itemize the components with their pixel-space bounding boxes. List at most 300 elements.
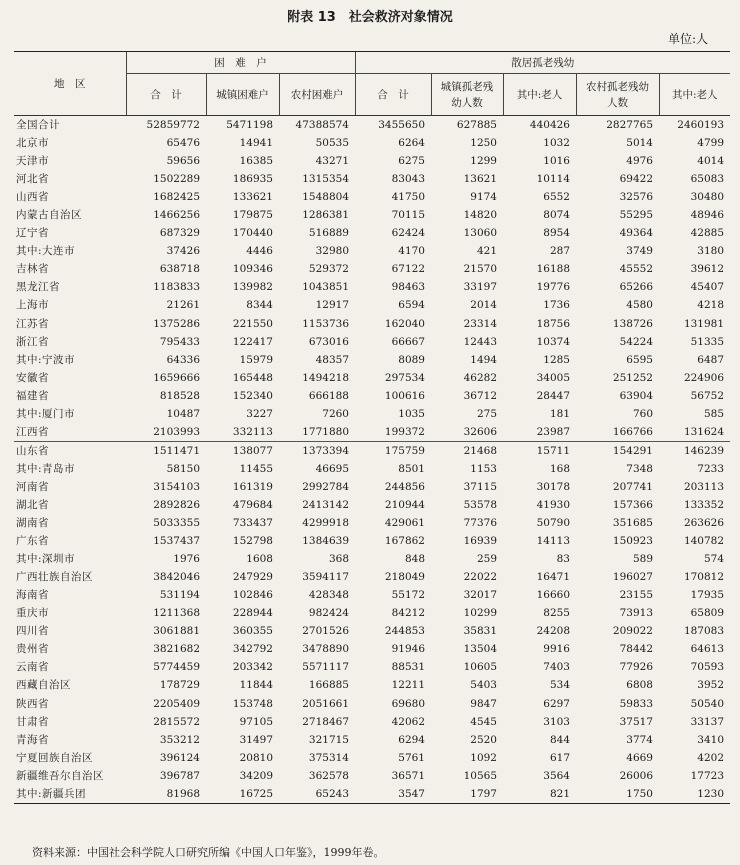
value-cell: 37426 — [166, 245, 200, 258]
value-cell: 2992784 — [302, 480, 349, 493]
value-cell: 62424 — [391, 227, 425, 240]
value-cell: 3061881 — [153, 625, 200, 638]
value-cell: 1035 — [398, 407, 425, 420]
value-cell: 13060 — [463, 227, 497, 240]
value-cell: 221550 — [232, 317, 273, 330]
value-cell: 1032 — [543, 137, 570, 150]
value-cell: 16725 — [206, 785, 279, 804]
table-row — [14, 622, 730, 640]
value-cell: 21261 — [166, 299, 200, 312]
value-cell: 196027 — [612, 571, 653, 584]
value-cell: 133621 — [232, 191, 273, 204]
value-cell: 48357 — [315, 353, 349, 366]
value-cell: 84212 — [391, 607, 425, 620]
table-row — [14, 749, 730, 767]
difficult-group-header: 困 难 户 — [126, 52, 355, 74]
value-cell: 8501 — [398, 462, 425, 475]
value-cell: 154291 — [576, 441, 659, 460]
value-cell: 55172 — [391, 589, 425, 602]
value-cell: 21570 — [463, 263, 497, 276]
value-cell: 100616 — [384, 389, 425, 402]
value-cell: 844 — [549, 733, 570, 746]
value-cell: 36712 — [463, 389, 497, 402]
value-cell: 46695 — [315, 462, 349, 475]
region-cell: 重庆市 — [16, 607, 49, 620]
table-row — [14, 242, 730, 260]
value-cell: 1976 — [173, 553, 200, 566]
value-cell: 1153736 — [302, 317, 349, 330]
value-cell: 14941 — [239, 137, 273, 150]
value-cell: 297534 — [384, 371, 425, 384]
value-cell: 65083 — [690, 173, 725, 186]
table-body — [14, 116, 730, 804]
value-cell: 1502289 — [153, 173, 200, 186]
value-cell: 4669 — [626, 751, 653, 764]
table-row — [14, 604, 730, 622]
region-cell: 吉林省 — [16, 263, 49, 276]
value-cell: 342792 — [232, 643, 273, 656]
table-row — [14, 387, 730, 405]
table-row — [14, 514, 730, 532]
value-cell: 42062 — [391, 715, 425, 728]
value-cell: 2103993 — [153, 425, 200, 438]
value-cell: 321715 — [308, 733, 349, 746]
col-header: 城镇困难户 — [206, 74, 279, 116]
value-cell: 1211368 — [153, 607, 200, 620]
value-cell: 228944 — [232, 607, 273, 620]
source-note: 资料来源：中国社会科学院人口研究所编《中国人口年鉴》，1999年卷。 — [32, 846, 385, 859]
value-cell: 15979 — [239, 353, 273, 366]
value-cell: 161319 — [232, 480, 273, 493]
value-cell: 244856 — [384, 480, 425, 493]
value-cell: 34209 — [239, 769, 273, 782]
value-cell: 617 — [549, 751, 570, 764]
value-cell: 5403 — [470, 679, 497, 692]
value-cell: 48946 — [690, 209, 725, 222]
value-cell: 138077 — [206, 441, 279, 460]
value-cell: 33137 — [690, 715, 725, 728]
value-cell: 152340 — [232, 389, 273, 402]
value-cell: 1659666 — [153, 371, 200, 384]
value-cell: 50790 — [536, 517, 570, 530]
value-cell: 2460193 — [677, 119, 725, 132]
value-cell: 139982 — [232, 281, 273, 294]
col-header: 农村孤老残幼人数 — [576, 74, 659, 116]
value-cell: 1315354 — [302, 173, 349, 186]
value-cell: 5571117 — [302, 661, 349, 674]
table-row — [14, 351, 730, 369]
value-cell: 131624 — [683, 425, 725, 438]
table-row — [14, 478, 730, 496]
value-cell: 479684 — [232, 499, 273, 511]
value-cell: 275 — [476, 407, 497, 420]
value-cell: 589 — [632, 553, 653, 566]
region-cell: 浙江省 — [16, 335, 49, 348]
value-cell: 760 — [632, 407, 653, 420]
region-cell: 其中:厦门市 — [16, 407, 76, 420]
region-cell: 江西省 — [16, 425, 49, 438]
value-cell: 181 — [549, 407, 570, 420]
value-cell: 429061 — [384, 517, 425, 530]
value-cell: 138726 — [612, 317, 653, 330]
region-cell: 上海市 — [16, 299, 49, 312]
value-cell: 167862 — [384, 535, 425, 548]
value-cell: 131981 — [683, 317, 725, 330]
value-cell: 16385 — [239, 155, 273, 168]
table-row — [14, 170, 730, 188]
value-cell: 287 — [549, 245, 570, 258]
region-cell: 其中:新疆兵团 — [14, 785, 126, 804]
table-row — [14, 441, 730, 460]
value-cell: 56752 — [690, 389, 725, 402]
value-cell: 251252 — [612, 371, 653, 384]
value-cell: 795433 — [159, 335, 200, 348]
value-cell: 1537437 — [153, 535, 200, 548]
value-cell: 77376 — [463, 517, 497, 530]
value-cell: 3547 — [355, 785, 431, 804]
value-cell: 3774 — [626, 733, 653, 746]
value-cell: 7233 — [697, 462, 725, 475]
value-cell: 133352 — [683, 499, 725, 511]
value-cell: 32017 — [463, 589, 497, 602]
value-cell: 28447 — [536, 389, 570, 402]
value-cell: 91946 — [391, 643, 425, 656]
table-row — [14, 296, 730, 314]
value-cell: 35831 — [463, 625, 497, 638]
value-cell: 83043 — [391, 173, 425, 186]
value-cell: 59656 — [166, 155, 200, 168]
value-cell: 10114 — [536, 173, 570, 186]
value-cell: 18756 — [536, 317, 570, 330]
value-cell: 168 — [549, 462, 570, 475]
value-cell: 58150 — [166, 462, 200, 475]
value-cell: 66667 — [391, 335, 425, 348]
value-cell: 10299 — [463, 607, 497, 620]
region-cell: 辽宁省 — [16, 227, 49, 240]
value-cell: 1750 — [576, 785, 659, 804]
value-cell: 2051661 — [302, 697, 349, 710]
value-cell: 65243 — [279, 785, 355, 804]
region-cell: 山东省 — [14, 441, 126, 460]
value-cell: 673016 — [308, 335, 349, 348]
value-cell: 52859772 — [146, 119, 200, 132]
value-cell: 67122 — [391, 263, 425, 276]
region-cell: 北京市 — [16, 137, 49, 150]
value-cell: 64613 — [690, 643, 725, 656]
value-cell: 10374 — [536, 335, 570, 348]
value-cell: 150923 — [612, 535, 653, 548]
value-cell: 51335 — [690, 335, 725, 348]
value-cell: 1016 — [543, 155, 570, 168]
value-cell: 17723 — [690, 769, 725, 782]
value-cell: 157366 — [612, 499, 653, 511]
unit-label: 单位:人 — [667, 32, 708, 46]
value-cell: 5014 — [626, 137, 653, 150]
table-row — [14, 532, 730, 550]
col-header: 其中:老人 — [503, 74, 576, 116]
value-cell: 16471 — [536, 571, 570, 584]
value-cell: 63904 — [619, 389, 653, 402]
value-cell: 6808 — [626, 679, 653, 692]
table-row — [14, 767, 730, 785]
value-cell: 4202 — [697, 751, 725, 764]
value-cell: 81968 — [126, 785, 206, 804]
region-cell: 湖南省 — [16, 517, 49, 530]
value-cell: 5471198 — [226, 119, 273, 132]
region-cell: 贵州省 — [16, 643, 49, 656]
table-row — [14, 333, 730, 351]
value-cell: 109346 — [232, 263, 273, 276]
value-cell: 362578 — [308, 769, 349, 782]
region-cell: 西藏自治区 — [16, 679, 71, 692]
col-header: 其中:老人 — [659, 74, 730, 116]
value-cell: 8255 — [543, 607, 570, 620]
value-cell: 10487 — [166, 407, 200, 420]
region-header: 地 区 — [14, 52, 126, 116]
region-cell: 青海省 — [16, 733, 49, 746]
value-cell: 244853 — [384, 625, 425, 638]
value-cell: 3842046 — [153, 571, 200, 584]
table-row — [14, 568, 730, 586]
value-cell: 1375286 — [153, 317, 200, 330]
value-cell: 49364 — [619, 227, 653, 240]
value-cell: 3952 — [697, 679, 725, 692]
value-cell: 77926 — [619, 661, 653, 674]
value-cell: 50535 — [315, 137, 349, 150]
value-cell: 23314 — [463, 317, 497, 330]
value-cell: 2827765 — [606, 119, 653, 132]
value-cell: 65476 — [166, 137, 200, 150]
value-cell: 3154103 — [153, 480, 200, 493]
value-cell: 687329 — [159, 227, 200, 240]
value-cell: 9174 — [470, 191, 497, 204]
value-cell: 16939 — [463, 535, 497, 548]
col-header: 合 计 — [126, 74, 206, 116]
table-row — [14, 405, 730, 423]
value-cell: 1153 — [470, 462, 497, 475]
value-cell: 4446 — [246, 245, 273, 258]
region-cell: 安徽省 — [16, 371, 49, 384]
value-cell: 41930 — [536, 499, 570, 511]
table-row — [14, 586, 730, 604]
value-cell: 4014 — [697, 155, 725, 168]
value-cell: 11455 — [239, 462, 273, 475]
table-row — [14, 315, 730, 333]
value-cell: 7348 — [626, 462, 653, 475]
value-cell: 8344 — [246, 299, 273, 312]
table-row — [14, 278, 730, 296]
value-cell: 259 — [476, 553, 497, 566]
value-cell: 2718467 — [302, 715, 349, 728]
region-cell: 新疆维吾尔自治区 — [16, 769, 104, 782]
value-cell: 4976 — [626, 155, 653, 168]
value-cell: 263626 — [683, 517, 725, 530]
value-cell: 88531 — [391, 661, 425, 674]
value-cell: 733437 — [232, 517, 273, 530]
value-cell: 375314 — [308, 751, 349, 764]
col-header: 城镇孤老残幼人数 — [431, 74, 503, 116]
value-cell: 2205409 — [153, 697, 200, 710]
value-cell: 351685 — [612, 517, 653, 530]
value-cell: 73913 — [619, 607, 653, 620]
value-cell: 187083 — [683, 625, 725, 638]
region-cell: 广西壮族自治区 — [16, 571, 93, 584]
region-cell: 福建省 — [16, 389, 49, 402]
value-cell: 440426 — [529, 119, 570, 132]
value-cell: 360355 — [232, 625, 273, 638]
value-cell: 5761 — [398, 751, 425, 764]
region-cell: 天津市 — [16, 155, 49, 168]
value-cell: 23155 — [619, 589, 653, 602]
value-cell: 65809 — [690, 607, 725, 620]
value-cell: 17935 — [690, 589, 725, 602]
value-cell: 22022 — [463, 571, 497, 584]
value-cell: 1511471 — [126, 441, 206, 460]
value-cell: 13621 — [463, 173, 497, 186]
table-row — [14, 206, 730, 224]
value-cell: 69422 — [619, 173, 653, 186]
value-cell: 21468 — [431, 441, 503, 460]
region-cell: 全国合计 — [16, 119, 60, 132]
region-cell: 黑龙江省 — [16, 281, 60, 294]
value-cell: 6264 — [398, 137, 425, 150]
value-cell: 12211 — [391, 679, 425, 692]
value-cell: 1373394 — [279, 441, 355, 460]
value-cell: 42885 — [690, 227, 725, 240]
value-cell: 162040 — [384, 317, 425, 330]
region-cell: 内蒙古自治区 — [16, 209, 82, 222]
table-row — [14, 731, 730, 749]
value-cell: 1797 — [431, 785, 503, 804]
value-cell: 140782 — [683, 535, 725, 548]
value-cell: 19776 — [536, 281, 570, 294]
table-row — [14, 640, 730, 658]
value-cell: 153748 — [232, 697, 273, 710]
value-cell: 166766 — [612, 425, 653, 438]
value-cell: 6595 — [626, 353, 653, 366]
value-cell: 30178 — [536, 480, 570, 493]
value-cell: 848 — [404, 553, 425, 566]
value-cell: 396787 — [159, 769, 200, 782]
value-cell: 210944 — [384, 499, 425, 511]
table-row — [14, 676, 730, 694]
value-cell: 70115 — [391, 209, 425, 222]
region-cell: 其中:青岛市 — [16, 462, 76, 475]
value-cell: 3564 — [543, 769, 570, 782]
region-cell: 广东省 — [16, 535, 49, 548]
value-cell: 4545 — [470, 715, 497, 728]
table-row — [14, 116, 730, 135]
value-cell: 638718 — [159, 263, 200, 276]
table-row — [14, 224, 730, 242]
value-cell: 6294 — [398, 733, 425, 746]
table-row — [14, 134, 730, 152]
value-cell: 46282 — [463, 371, 497, 384]
value-cell: 50540 — [690, 697, 725, 710]
relief-table — [14, 51, 730, 804]
value-cell: 152798 — [232, 535, 273, 548]
value-cell: 170440 — [232, 227, 273, 240]
value-cell: 9847 — [470, 697, 497, 710]
value-cell: 37517 — [619, 715, 653, 728]
value-cell: 7260 — [322, 407, 349, 420]
region-cell: 陕西省 — [16, 697, 49, 710]
col-header: 农村困难户 — [279, 74, 355, 116]
value-cell: 224906 — [683, 371, 725, 384]
value-cell: 36571 — [391, 769, 425, 782]
table-row — [14, 695, 730, 713]
value-cell: 3103 — [543, 715, 570, 728]
value-cell: 102846 — [232, 589, 273, 602]
value-cell: 1092 — [470, 751, 497, 764]
value-cell: 199372 — [384, 425, 425, 438]
value-cell: 10605 — [463, 661, 497, 674]
value-cell: 534 — [549, 679, 570, 692]
value-cell: 146239 — [659, 441, 730, 460]
value-cell: 3227 — [246, 407, 273, 420]
value-cell: 203342 — [232, 661, 273, 674]
value-cell: 1250 — [470, 137, 497, 150]
value-cell: 2701526 — [302, 625, 349, 638]
value-cell: 332113 — [232, 425, 273, 438]
value-cell: 14820 — [463, 209, 497, 222]
value-cell: 20810 — [239, 751, 273, 764]
value-cell: 12443 — [463, 335, 497, 348]
value-cell: 179875 — [232, 209, 273, 222]
table-row — [14, 152, 730, 170]
value-cell: 39612 — [690, 263, 725, 276]
value-cell: 666188 — [308, 389, 349, 402]
value-cell: 5774459 — [153, 661, 200, 674]
value-cell: 1384639 — [302, 535, 349, 548]
value-cell: 1736 — [543, 299, 570, 312]
table-row — [14, 713, 730, 731]
value-cell: 627885 — [456, 119, 497, 132]
region-cell: 其中:大连市 — [16, 245, 76, 258]
value-cell: 34005 — [536, 371, 570, 384]
value-cell: 30480 — [690, 191, 725, 204]
value-cell: 585 — [703, 407, 725, 420]
region-cell: 甘肃省 — [16, 715, 49, 728]
value-cell: 53578 — [463, 499, 497, 511]
value-cell: 70593 — [690, 661, 725, 674]
value-cell: 428348 — [308, 589, 349, 602]
table-row — [14, 188, 730, 206]
value-cell: 1608 — [246, 553, 273, 566]
value-cell: 1043851 — [302, 281, 349, 294]
value-cell: 247929 — [232, 571, 273, 584]
col-header: 合 计 — [355, 74, 431, 116]
value-cell: 37115 — [463, 480, 497, 493]
value-cell: 8089 — [398, 353, 425, 366]
table-row — [14, 423, 730, 442]
value-cell: 16188 — [536, 263, 570, 276]
value-cell: 165448 — [232, 371, 273, 384]
value-cell: 1494 — [470, 353, 497, 366]
value-cell: 13504 — [463, 643, 497, 656]
value-cell: 3180 — [697, 245, 725, 258]
value-cell: 59833 — [619, 697, 653, 710]
value-cell: 421 — [476, 245, 497, 258]
value-cell: 23987 — [536, 425, 570, 438]
value-cell: 98463 — [391, 281, 425, 294]
value-cell: 11844 — [239, 679, 273, 692]
table-row — [14, 658, 730, 676]
value-cell: 4580 — [626, 299, 653, 312]
table-row — [14, 785, 730, 804]
value-cell: 1682425 — [153, 191, 200, 204]
table-row — [14, 460, 730, 478]
